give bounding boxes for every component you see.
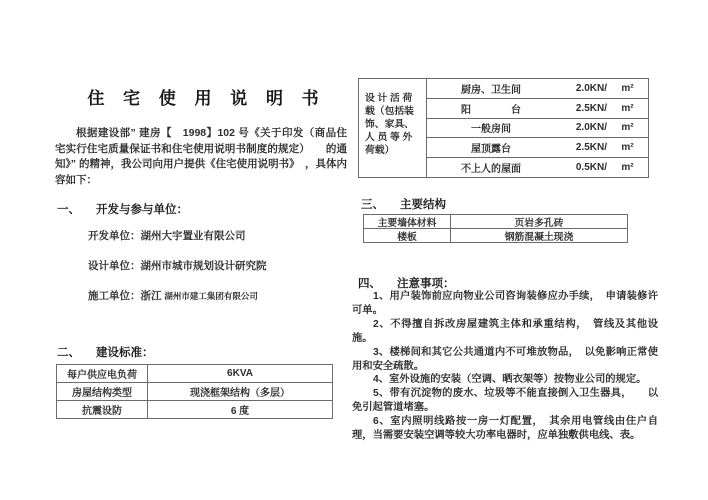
builder-label: 施工单位： bbox=[88, 290, 141, 302]
note-item-1: 1、用户装饰前应向物业公司咨询装修应办手续， 申请装修许可单。 bbox=[352, 291, 658, 316]
table-row bbox=[364, 215, 627, 229]
designer-label: 设计单位： bbox=[88, 260, 141, 272]
builder-value-small: 湖州市建工集团有限公司 bbox=[164, 291, 258, 301]
list-item bbox=[88, 231, 348, 242]
table-row bbox=[364, 229, 627, 242]
note-item-3: 3、楼梯间和其它公共通道内不可堆放物品， 以免影响正常使用和安全疏散。 bbox=[352, 346, 658, 372]
section-2-number: 二、 bbox=[57, 347, 80, 359]
row-value: 现浇框架结构（多层） bbox=[190, 388, 290, 399]
developer-label: 开发单位： bbox=[88, 230, 141, 242]
load-value: 2.5KN/ bbox=[575, 102, 607, 114]
table-row bbox=[57, 401, 332, 418]
section-2-heading bbox=[57, 344, 154, 360]
developer-value: 湖州大宇置业有限公司 bbox=[140, 230, 246, 242]
construction-standard-table bbox=[56, 364, 333, 419]
header-line: 载（包括装 bbox=[365, 106, 414, 117]
load-value: 2.0KN/ bbox=[575, 122, 607, 134]
section-3-heading bbox=[361, 196, 446, 212]
list-item bbox=[88, 291, 348, 302]
load-table-rows bbox=[427, 79, 648, 177]
note-item-2: 2、不得擅自拆改房屋建筑主体和承重结构， 管线及其他设施。 bbox=[352, 318, 658, 344]
load-unit: m² bbox=[621, 142, 634, 154]
design-live-load-table bbox=[358, 78, 649, 178]
load-unit: m² bbox=[621, 122, 634, 134]
row-value: 6KVA bbox=[227, 368, 253, 379]
row-label: 抗震设防 bbox=[57, 401, 148, 418]
table-row bbox=[427, 158, 648, 177]
table-row bbox=[57, 383, 332, 401]
intro-paragraph: 根据建设部” 建房【 1998】102 号《关于印发（商品住宅实行住宅质量保证书和住宅使用说明书制度的规定） 的通知》” 的精神，我公司向用户提供《住宅使用说明书》 ，具体内容如下： bbox=[55, 127, 347, 186]
section-4-title: 注意事项： bbox=[397, 278, 455, 290]
header-line: 人 员 等 外 bbox=[365, 132, 413, 143]
room-name: 屋顶露台 bbox=[471, 144, 511, 156]
load-value: 0.5KN/ bbox=[575, 162, 607, 174]
designer-value: 湖州市城市规划设计研究院 bbox=[140, 260, 267, 272]
section-1-number: 一、 bbox=[57, 204, 80, 216]
section-4-number: 四、 bbox=[358, 278, 381, 290]
section-3-number: 三、 bbox=[361, 199, 384, 211]
note-item-5: 5、带有沉淀物的废水、垃圾等不能直接倒入卫生器具， 以免引起管道堵塞。 bbox=[352, 388, 658, 414]
row-label: 房屋结构类型 bbox=[57, 383, 148, 400]
list-item bbox=[88, 261, 348, 272]
section-4-heading bbox=[358, 275, 455, 291]
table-row bbox=[427, 119, 648, 139]
section-1-title: 开发与参与单位： bbox=[96, 204, 188, 216]
document-title: 住 宅 使 用 说 明 书 bbox=[87, 89, 326, 108]
row-value: 6 度 bbox=[230, 406, 250, 417]
header-line: 饰、家具、 bbox=[365, 119, 414, 130]
table-row bbox=[57, 365, 332, 383]
main-structure-table bbox=[363, 214, 628, 243]
row-value: 页岩多孔砖 bbox=[514, 217, 564, 229]
builder-value: 浙江 bbox=[140, 290, 165, 302]
room-name: 一般房间 bbox=[471, 124, 511, 136]
section-2-title: 建设标准： bbox=[96, 347, 154, 359]
notes-list bbox=[352, 290, 658, 443]
section-1-heading bbox=[57, 201, 188, 217]
load-value: 2.0KN/ bbox=[575, 82, 607, 94]
load-unit: m² bbox=[621, 162, 634, 174]
note-item-6: 6、室内照明线路按一房一灯配置， 其余用电管线由住户自理，当需要安装空调等较大功率电器时，应单独敷供电线、表。 bbox=[352, 416, 658, 442]
header-line: 荷载） bbox=[365, 145, 395, 156]
row-label: 主要墙体材料 bbox=[364, 215, 451, 228]
load-table-header-cell bbox=[359, 79, 427, 177]
participating-units-list bbox=[88, 231, 348, 321]
load-unit: m² bbox=[621, 102, 634, 114]
load-value: 2.5KN/ bbox=[575, 142, 607, 154]
table-row bbox=[427, 138, 648, 158]
row-label: 每户供应电负荷 bbox=[57, 365, 148, 382]
row-label: 楼板 bbox=[364, 229, 451, 242]
table-row bbox=[427, 79, 648, 99]
header-line: 设 计 活 荷 bbox=[365, 93, 413, 104]
room-name: 不上人的屋面 bbox=[461, 164, 521, 176]
table-row bbox=[427, 99, 648, 119]
load-unit: m² bbox=[621, 82, 634, 94]
note-item-4: 4、室外设施的安装（空调、晒衣架等）按物业公司的规定。 bbox=[373, 374, 647, 386]
row-value: 钢筋混凝土现浇 bbox=[504, 231, 574, 243]
room-name: 厨房、卫生间 bbox=[461, 84, 521, 96]
section-3-title: 主要结构 bbox=[400, 199, 446, 211]
room-name: 阳 台 bbox=[461, 104, 521, 116]
